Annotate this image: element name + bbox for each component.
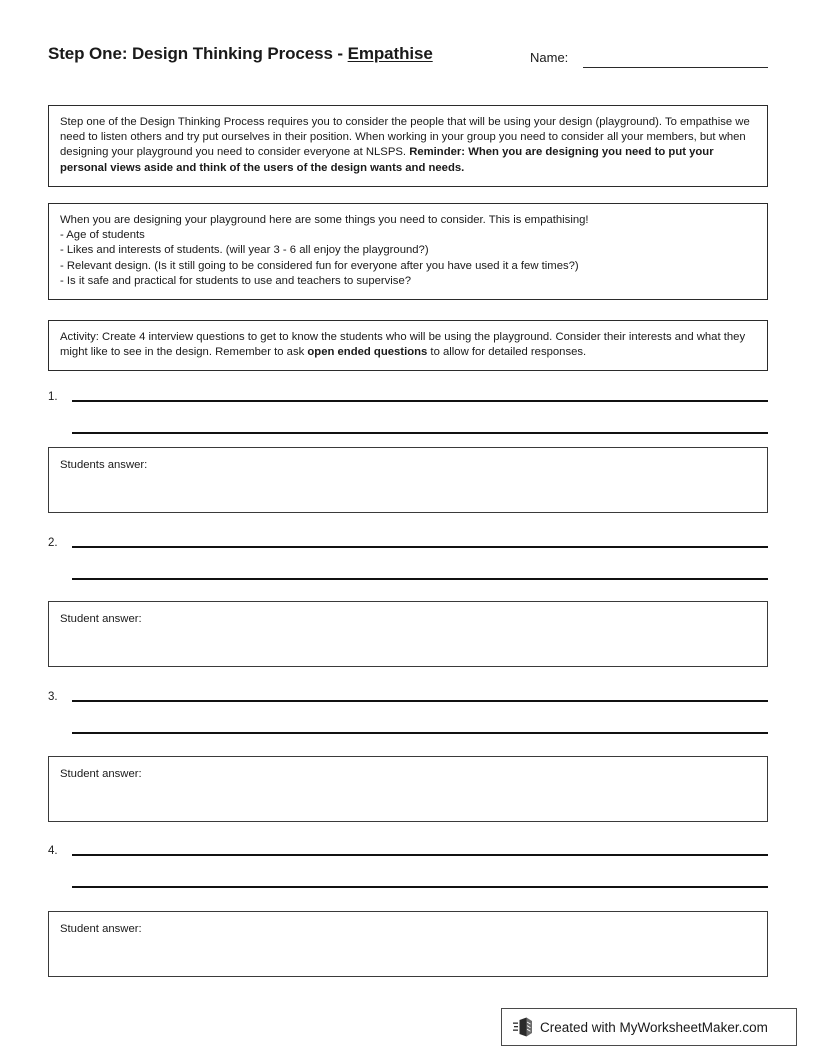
answer-box-1[interactable] <box>48 447 768 513</box>
worksheet-header <box>48 44 768 78</box>
consideration-item: - Relevant design. (Is it still going to be considered fun for everyone after you have used it a few times?) <box>60 259 579 272</box>
consideration-item: - Is it safe and practical for students to use and teachers to supervise? <box>60 274 412 287</box>
considerations-box <box>48 203 768 300</box>
myworksheetmaker-logo-icon <box>513 1016 533 1038</box>
activity-instructions-box <box>48 320 768 371</box>
question-write-line[interactable] <box>72 578 768 580</box>
question-number: 2. <box>48 537 58 549</box>
question-block-2 <box>48 537 768 589</box>
answer-box-label: Student answer: <box>60 768 142 780</box>
intro-plain-text: Step one of the Design Thinking Process requires you to consider the people that will be using your design (playground). To empathise we need to listen others and try put ourselves in their position. When working in your group you need to consider all your members, but when designing your playground you need to consider everyone at NLSPS. <box>60 116 750 159</box>
answer-box-3[interactable] <box>48 756 768 822</box>
name-label: Name: <box>530 50 569 65</box>
question-write-line[interactable] <box>72 732 768 734</box>
created-with-badge[interactable] <box>501 1008 797 1046</box>
name-field-group <box>530 50 768 72</box>
intro-instructions-box <box>48 105 768 187</box>
question-write-line[interactable] <box>72 432 768 434</box>
question-block-1 <box>48 391 768 443</box>
question-write-line[interactable] <box>72 546 768 548</box>
question-block-3 <box>48 691 768 743</box>
question-block-4 <box>48 845 768 897</box>
page-title-main: Step One: Design Thinking Process - <box>48 44 348 63</box>
consideration-item: - Age of students <box>60 229 145 242</box>
answer-box-4[interactable] <box>48 911 768 977</box>
question-write-line[interactable] <box>72 400 768 402</box>
activity-paragraph <box>60 330 756 360</box>
name-input-line[interactable] <box>583 67 768 68</box>
question-number: 1. <box>48 391 58 403</box>
considerations-intro: When you are designing your playground here are some things you need to consider. This is empathising! <box>60 214 589 226</box>
answer-box-label: Student answer: <box>60 923 142 935</box>
intro-bold-reminder: Reminder: When you are designing you need to put your personal views aside and think of the users of the design wants and needs. <box>60 146 714 174</box>
activity-text-after: to allow for detailed responses. <box>427 346 587 359</box>
answer-box-label: Student answer: <box>60 613 142 625</box>
question-write-line[interactable] <box>72 854 768 856</box>
activity-text-before: Activity: Create 4 interview questions to get to know the students who will be using the playground. Consider their interests and what they might like to see in the design. Remember to ask <box>60 331 746 359</box>
answer-box-label: Students answer: <box>60 459 148 471</box>
created-with-label: Created with MyWorksheetMaker.com <box>540 1019 768 1035</box>
activity-bold-phrase: open ended questions <box>307 346 428 359</box>
question-number: 3. <box>48 691 58 703</box>
page-title <box>48 44 433 64</box>
answer-box-2[interactable] <box>48 601 768 667</box>
consideration-item: - Likes and interests of students. (will year 3 - 6 all enjoy the playground?) <box>60 244 429 257</box>
question-number: 4. <box>48 845 58 857</box>
question-write-line[interactable] <box>72 700 768 702</box>
intro-paragraph <box>60 115 756 176</box>
page-title-emphasis: Empathise <box>347 44 433 63</box>
question-write-line[interactable] <box>72 886 768 888</box>
